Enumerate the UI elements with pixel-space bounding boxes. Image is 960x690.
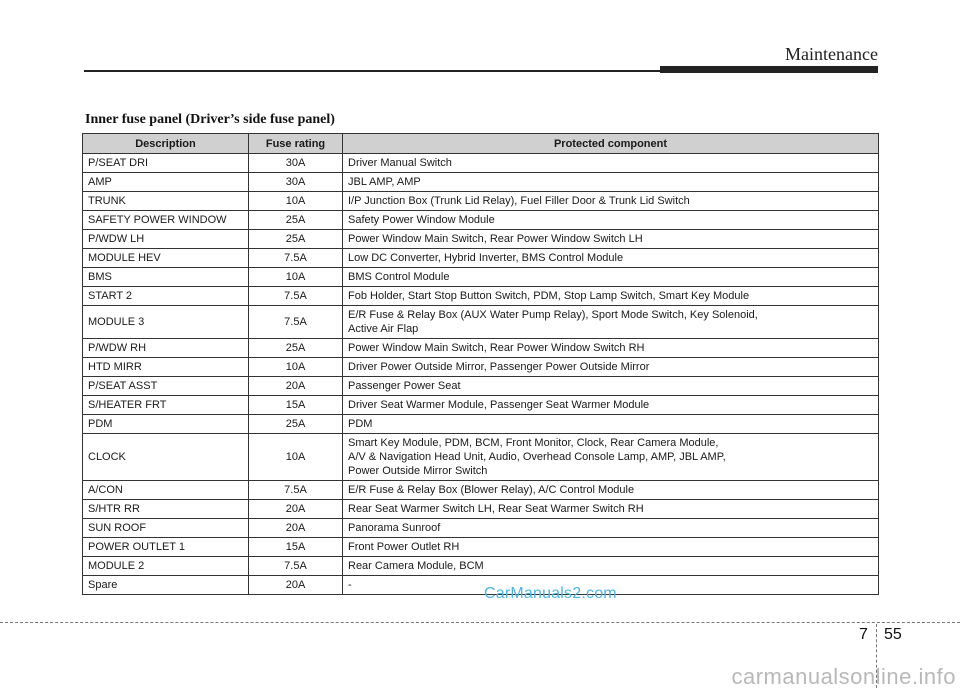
protected-component-line: Panorama Sunroof — [348, 522, 441, 534]
fuse-rating: 7.5A — [249, 481, 343, 500]
protected-component-line: E/R Fuse & Relay Box (Blower Relay), A/C Control Module — [348, 484, 635, 496]
protected-component-line: JBL AMP, AMP — [348, 176, 421, 188]
protected-component-line: BMS Control Module — [348, 271, 450, 283]
table-row — [83, 154, 879, 173]
protected-component — [343, 211, 879, 230]
table-row — [83, 268, 879, 287]
protected-component-line: Front Power Outlet RH — [348, 541, 460, 553]
table-body — [83, 154, 879, 595]
fuse-rating: 7.5A — [249, 249, 343, 268]
table-row — [83, 287, 879, 306]
page-chapter: 7 — [859, 626, 868, 643]
fuse-description: AMP — [83, 173, 249, 192]
fuse-rating: 7.5A — [249, 306, 343, 339]
fuse-description: CLOCK — [83, 434, 249, 481]
fuse-description: SUN ROOF — [83, 519, 249, 538]
table-row — [83, 519, 879, 538]
protected-component-line: Fob Holder, Start Stop Button Switch, PDM, Stop Lamp Switch, Smart Key Module — [348, 290, 750, 302]
protected-component-line: Active Air Flap — [348, 323, 419, 335]
protected-component — [343, 500, 879, 519]
protected-component — [343, 173, 879, 192]
protected-component — [343, 249, 879, 268]
protected-component-line: Safety Power Window Module — [348, 214, 495, 226]
footer-dashed-line — [0, 622, 960, 623]
protected-component-line: Driver Seat Warmer Module, Passenger Seat Warmer Module — [348, 399, 650, 411]
table-row — [83, 434, 879, 481]
protected-component-line: - — [348, 579, 352, 591]
protected-component — [343, 538, 879, 557]
table-row — [83, 557, 879, 576]
table-row — [83, 358, 879, 377]
fuse-description: MODULE 3 — [83, 306, 249, 339]
protected-component-line: Passenger Power Seat — [348, 380, 461, 392]
protected-component — [343, 306, 879, 339]
fuse-description: S/HEATER FRT — [83, 396, 249, 415]
fuse-rating: 30A — [249, 173, 343, 192]
protected-component-line: Low DC Converter, Hybrid Inverter, BMS Control Module — [348, 252, 624, 264]
protected-component — [343, 557, 879, 576]
table-row — [83, 339, 879, 358]
fuse-rating: 25A — [249, 339, 343, 358]
protected-component-line: Smart Key Module, PDM, BCM, Front Monitor, Clock, Rear Camera Module, — [348, 437, 719, 449]
fuse-description: SAFETY POWER WINDOW — [83, 211, 249, 230]
section-title: Maintenance — [785, 44, 878, 64]
table-row — [83, 481, 879, 500]
protected-component — [343, 415, 879, 434]
fuse-rating: 15A — [249, 538, 343, 557]
table-row — [83, 500, 879, 519]
protected-component-line: PDM — [348, 418, 373, 430]
fuse-description: PDM — [83, 415, 249, 434]
fuse-description: P/WDW LH — [83, 230, 249, 249]
fuse-rating: 20A — [249, 519, 343, 538]
table-row — [83, 211, 879, 230]
page-number: 55 — [884, 626, 902, 643]
fuse-rating: 7.5A — [249, 557, 343, 576]
fuse-description: BMS — [83, 268, 249, 287]
table-title: Inner fuse panel (Driver’s side fuse panel) — [85, 112, 335, 127]
protected-component-line: E/R Fuse & Relay Box (AUX Water Pump Relay), Sport Mode Switch, Key Solenoid, — [348, 309, 758, 321]
fuse-rating: 10A — [249, 434, 343, 481]
protected-component-line: A/V & Navigation Head Unit, Audio, Overhead Console Lamp, AMP, JBL AMP, — [348, 451, 726, 463]
protected-component-line: Rear Camera Module, BCM — [348, 560, 484, 572]
fuse-rating: 10A — [249, 192, 343, 211]
table-row — [83, 306, 879, 339]
protected-component-line: I/P Junction Box (Trunk Lid Relay), Fuel Filler Door & Trunk Lid Switch — [348, 195, 690, 207]
fuse-rating: 10A — [249, 358, 343, 377]
protected-component — [343, 434, 879, 481]
fuse-description: P/SEAT DRI — [83, 154, 249, 173]
protected-component-line: Driver Manual Switch — [348, 157, 452, 169]
protected-component — [343, 377, 879, 396]
column-header-component: Protected component — [343, 134, 879, 154]
fuse-description: MODULE HEV — [83, 249, 249, 268]
fuse-rating: 25A — [249, 230, 343, 249]
fuse-rating: 10A — [249, 268, 343, 287]
fuse-description: MODULE 2 — [83, 557, 249, 576]
fuse-description: P/WDW RH — [83, 339, 249, 358]
protected-component — [343, 358, 879, 377]
table-row — [83, 249, 879, 268]
fuse-description: P/SEAT ASST — [83, 377, 249, 396]
fuse-rating: 20A — [249, 377, 343, 396]
protected-component — [343, 396, 879, 415]
protected-component — [343, 287, 879, 306]
fuse-rating: 20A — [249, 576, 343, 595]
table-row — [83, 377, 879, 396]
protected-component-line: Driver Power Outside Mirror, Passenger Power Outside Mirror — [348, 361, 650, 373]
table-row — [83, 173, 879, 192]
fuse-description: Spare — [83, 576, 249, 595]
header-rule-thick — [660, 66, 878, 73]
protected-component — [343, 481, 879, 500]
protected-component-line: Power Outside Mirror Switch — [348, 465, 488, 477]
protected-component — [343, 268, 879, 287]
fuse-description: HTD MIRR — [83, 358, 249, 377]
column-header-rating: Fuse rating — [249, 134, 343, 154]
table-row — [83, 538, 879, 557]
fuse-description: A/CON — [83, 481, 249, 500]
table-row — [83, 192, 879, 211]
protected-component-line: Rear Seat Warmer Switch LH, Rear Seat Warmer Switch RH — [348, 503, 644, 515]
protected-component-line: Power Window Main Switch, Rear Power Window Switch LH — [348, 233, 643, 245]
fuse-rating: 15A — [249, 396, 343, 415]
fuse-description: S/HTR RR — [83, 500, 249, 519]
table-row — [83, 576, 879, 595]
fuse-description: TRUNK — [83, 192, 249, 211]
fuse-table — [82, 133, 879, 595]
watermark-text: CarManuals2.com — [484, 585, 617, 602]
protected-component — [343, 230, 879, 249]
fuse-description: START 2 — [83, 287, 249, 306]
protected-component — [343, 154, 879, 173]
fuse-rating: 25A — [249, 415, 343, 434]
table-row — [83, 396, 879, 415]
protected-component — [343, 339, 879, 358]
table-row — [83, 415, 879, 434]
table-row — [83, 230, 879, 249]
fuse-description: POWER OUTLET 1 — [83, 538, 249, 557]
fuse-rating: 30A — [249, 154, 343, 173]
protected-component — [343, 192, 879, 211]
fuse-rating: 20A — [249, 500, 343, 519]
footer-site-mark: carmanualsonline.info — [731, 664, 956, 689]
column-header-description: Description — [83, 134, 249, 154]
fuse-rating: 25A — [249, 211, 343, 230]
protected-component — [343, 519, 879, 538]
header-rule-thin — [84, 70, 660, 72]
table-header-row — [83, 134, 879, 154]
protected-component-line: Power Window Main Switch, Rear Power Window Switch RH — [348, 342, 645, 354]
fuse-rating: 7.5A — [249, 287, 343, 306]
